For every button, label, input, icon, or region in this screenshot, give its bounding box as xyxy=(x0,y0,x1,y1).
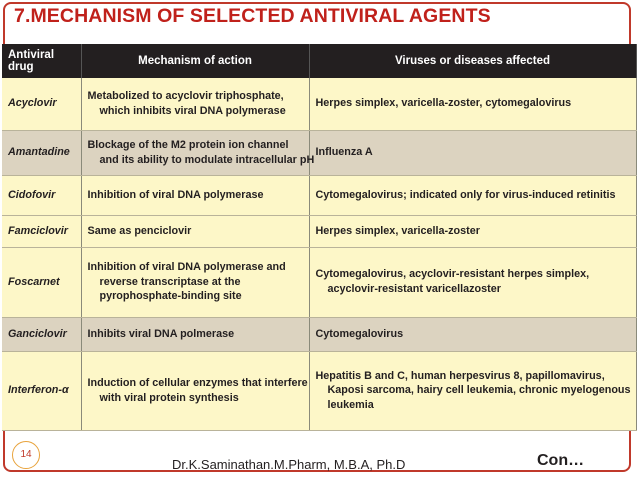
table-row xyxy=(2,78,636,130)
affected-line: Hepatitis B and C, human herpesvirus 8, papillomavirus, xyxy=(315,369,605,382)
mechanism-line: with viral protein synthesis xyxy=(99,391,239,404)
table-row xyxy=(2,215,636,247)
mechanism-line: reverse transcriptase at the xyxy=(99,275,241,288)
affected-line: Cytomegalovirus; indicated only for virus-induced retinitis xyxy=(315,188,616,201)
mechanism-line: which inhibits viral DNA polymerase xyxy=(99,104,286,117)
affected-cell xyxy=(309,317,636,351)
header-mechanism: Mechanism of action xyxy=(81,44,309,78)
affected-line: Cytomegalovirus, acyclovir-resistant herpes simplex, xyxy=(315,268,590,281)
affected-cell xyxy=(309,130,636,175)
affected-cell xyxy=(309,215,636,247)
continued-label: Con… xyxy=(537,452,585,469)
antiviral-table-container xyxy=(2,44,636,430)
affected-line: Influenza A xyxy=(315,146,373,159)
table-row xyxy=(2,351,636,430)
affected-line: Cytomegalovirus xyxy=(315,327,404,340)
mechanism-line: Inhibition of viral DNA polymerase xyxy=(87,188,264,201)
drug-cell: Cidofovir xyxy=(2,175,81,215)
author-footer: Dr.K.Saminathan.M.Pharm, M.B.A, Ph.D xyxy=(172,457,406,472)
mechanism-cell xyxy=(81,78,309,130)
drug-cell: Ganciclovir xyxy=(2,317,81,351)
mechanism-cell xyxy=(81,247,309,317)
affected-line: Herpes simplex, varicella-zoster xyxy=(315,224,480,237)
mechanism-cell xyxy=(81,317,309,351)
antiviral-table xyxy=(2,44,637,431)
mechanism-cell xyxy=(81,215,309,247)
table-row xyxy=(2,317,636,351)
affected-line: Kaposi sarcoma, hairy cell leukemia, chronic myelogenous xyxy=(327,384,631,397)
mechanism-line: Blockage of the M2 protein ion channel xyxy=(87,138,289,151)
mechanism-line: Inhibition of viral DNA polymerase and xyxy=(87,261,286,274)
mechanism-cell xyxy=(81,351,309,430)
drug-cell: Interferon-α xyxy=(2,351,81,430)
affected-cell xyxy=(309,78,636,130)
page-number-badge: 14 xyxy=(12,441,40,469)
mechanism-cell xyxy=(81,175,309,215)
affected-cell xyxy=(309,175,636,215)
mechanism-line: Metabolized to acyclovir triphosphate, xyxy=(87,90,284,103)
mechanism-line: Induction of cellular enzymes that interfere xyxy=(87,376,308,389)
mechanism-line: Inhibits viral DNA polmerase xyxy=(87,327,235,340)
mechanism-line: and its ability to modulate intracellular pH xyxy=(99,153,315,166)
header-viruses-affected: Viruses or diseases affected xyxy=(309,44,636,78)
table-header-row xyxy=(2,44,636,78)
affected-line: leukemia xyxy=(327,398,374,411)
table-row xyxy=(2,130,636,175)
table-row xyxy=(2,175,636,215)
header-antiviral-drug: Antiviral drug xyxy=(2,44,81,78)
affected-cell xyxy=(309,247,636,317)
mechanism-cell xyxy=(81,130,315,175)
slide-title: 7.MECHANISM OF SELECTED ANTIVIRAL AGENTS xyxy=(14,5,491,27)
drug-cell: Amantadine xyxy=(2,130,81,175)
affected-line: acyclovir-resistant varicellazoster xyxy=(327,283,501,295)
mechanism-line: pyrophosphate-binding site xyxy=(99,290,242,303)
mechanism-line: Same as penciclovir xyxy=(87,224,192,237)
drug-cell: Acyclovir xyxy=(2,78,81,130)
affected-cell xyxy=(309,351,636,430)
drug-cell: Famciclovir xyxy=(2,215,81,247)
table-row xyxy=(2,247,636,317)
drug-cell: Foscarnet xyxy=(2,247,81,317)
affected-line: Herpes simplex, varicella-zoster, cytomegalovirus xyxy=(315,97,572,110)
